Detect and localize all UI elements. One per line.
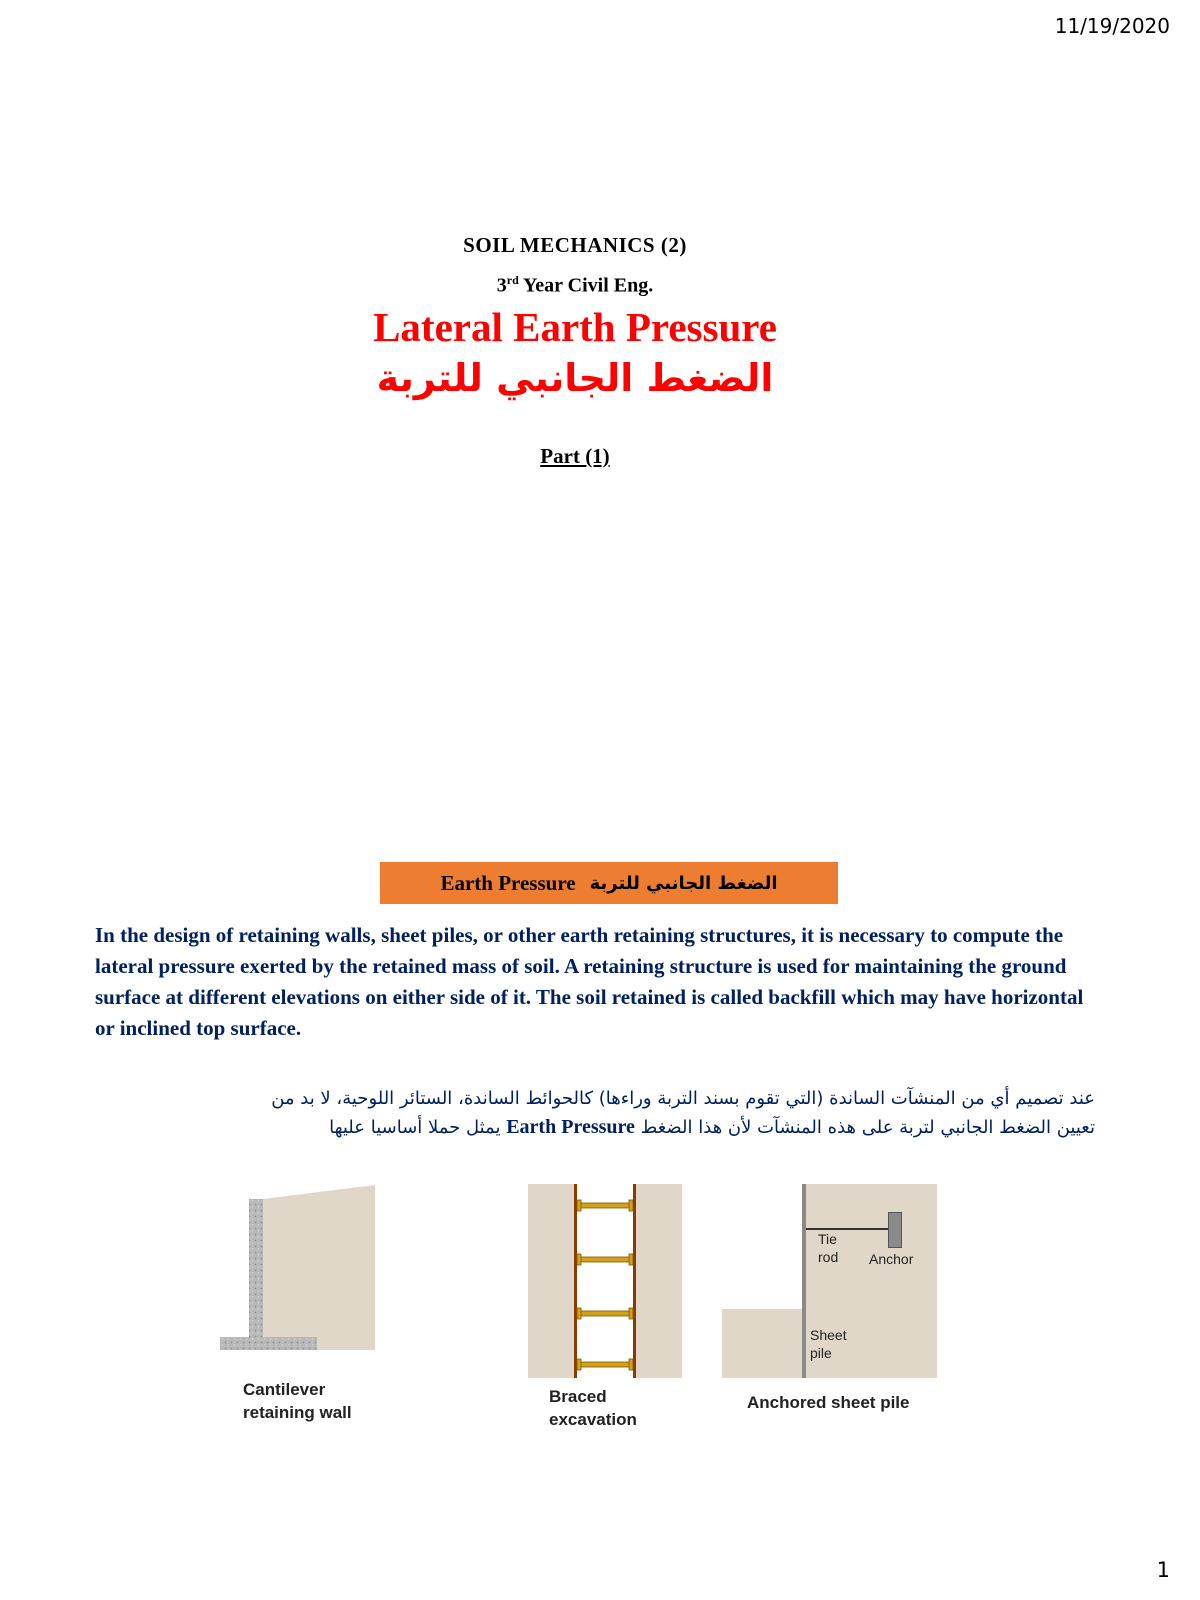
year-number: 3	[496, 274, 507, 297]
braced-label	[549, 1385, 637, 1431]
cantilever-label-line2: retaining wall	[243, 1403, 352, 1422]
anchor-label: Anchor	[869, 1251, 914, 1267]
course-title: SOIL MECHANICS (2)	[463, 233, 687, 257]
braced-label-line2: excavation	[549, 1410, 637, 1429]
right-sheeting	[633, 1184, 636, 1378]
left-sheeting	[574, 1184, 577, 1378]
main-title-english: Lateral Earth Pressure	[373, 304, 777, 350]
anchored-sheet-pile-diagram	[722, 1184, 937, 1379]
year-suffix: Year Civil Eng.	[518, 274, 654, 297]
sheet-pile-label	[810, 1326, 847, 1362]
sheet-pile-label-line1: Sheet	[810, 1327, 847, 1343]
sheet-pile-label-line2: pile	[810, 1345, 832, 1361]
part-label: Part (1)	[540, 444, 610, 468]
cantilever-wall-diagram	[218, 1185, 383, 1375]
main-title-arabic: الضغط الجانبي للتربة	[376, 356, 774, 400]
wall-footing	[220, 1337, 317, 1350]
cantilever-label	[243, 1378, 352, 1424]
excavation-cut	[574, 1184, 636, 1378]
page-number: 1	[1156, 1558, 1170, 1582]
paragraph-english: In the design of retaining walls, sheet piles, or other earth retaining structures, it is necessary to compute the lateral pressure exerted by the retained mass of soil. A retaining structure is used for maintaining the ground surface at different elevations on either side of it. The soil retained is called backfill which may have horizontal or inclined top surface.	[95, 923, 1084, 1040]
paragraph-arabic-line-2	[95, 1113, 1095, 1142]
backfill-soil	[263, 1185, 375, 1350]
year-line	[0, 273, 1150, 298]
earth-pressure-term: Earth Pressure	[506, 1116, 635, 1138]
braced-excavation-diagram	[528, 1184, 683, 1379]
slide-date: 11/19/2020	[1054, 14, 1170, 38]
anchor-block	[888, 1212, 902, 1248]
tie-rod-label	[818, 1230, 838, 1266]
paragraph-arabic	[95, 1084, 1095, 1142]
section-header-english: Earth Pressure	[440, 870, 576, 895]
dredge-soil	[722, 1309, 805, 1378]
paragraph-arabic-line-1: عند تصميم أي من المنشآت الساندة (التي تقوم بسند التربة وراءها) كالحوائط الساندة، الستائر اللوحية، لا بد من	[271, 1088, 1095, 1109]
cantilever-label-line1: Cantilever	[243, 1380, 326, 1399]
paragraph-arabic-line-2-end: يمثل حملا أساسيا عليها	[329, 1117, 501, 1138]
wall-stem	[249, 1199, 263, 1350]
paragraph-arabic-line-2-start: تعيين الضغط الجانبي لتربة على هذه المنشآت لأن هذا الضغط	[640, 1117, 1095, 1138]
tie-rod-label-line1: Tie	[818, 1231, 837, 1247]
anchored-label: Anchored sheet pile	[747, 1393, 910, 1412]
sheet-pile-wall	[802, 1184, 806, 1378]
section-header-arabic: الضغط الجانبي للتربة	[589, 872, 778, 894]
braced-label-line1: Braced	[549, 1387, 607, 1406]
tie-rod-label-line2: rod	[818, 1249, 839, 1265]
section-header	[380, 862, 838, 904]
year-superscript: rd	[506, 273, 519, 287]
